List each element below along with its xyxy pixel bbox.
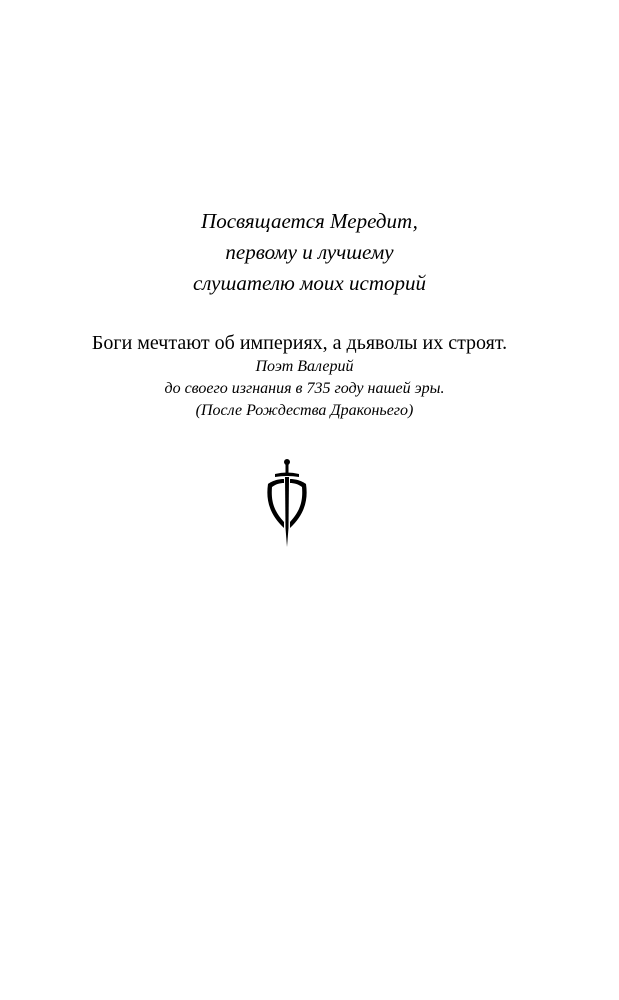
dedication-line-1: Посвящается Мередит,	[201, 209, 418, 233]
epigraph	[0, 330, 619, 422]
epigraph-era: (После Рождества Драконьего)	[195, 402, 414, 419]
dedication-line-2: первому и лучшему	[225, 240, 394, 264]
sword-shield-icon	[262, 458, 312, 548]
epigraph-context: до своего изгнания в 735 году нашей эры.	[164, 380, 445, 397]
epigraph-quote: Боги мечтают об империях, а дьяволы их строят.	[91, 332, 508, 354]
dedication-line-3: слушателю моих историй	[192, 271, 426, 295]
dedication	[0, 206, 619, 299]
epigraph-author: Поэт Валерий	[255, 358, 354, 375]
